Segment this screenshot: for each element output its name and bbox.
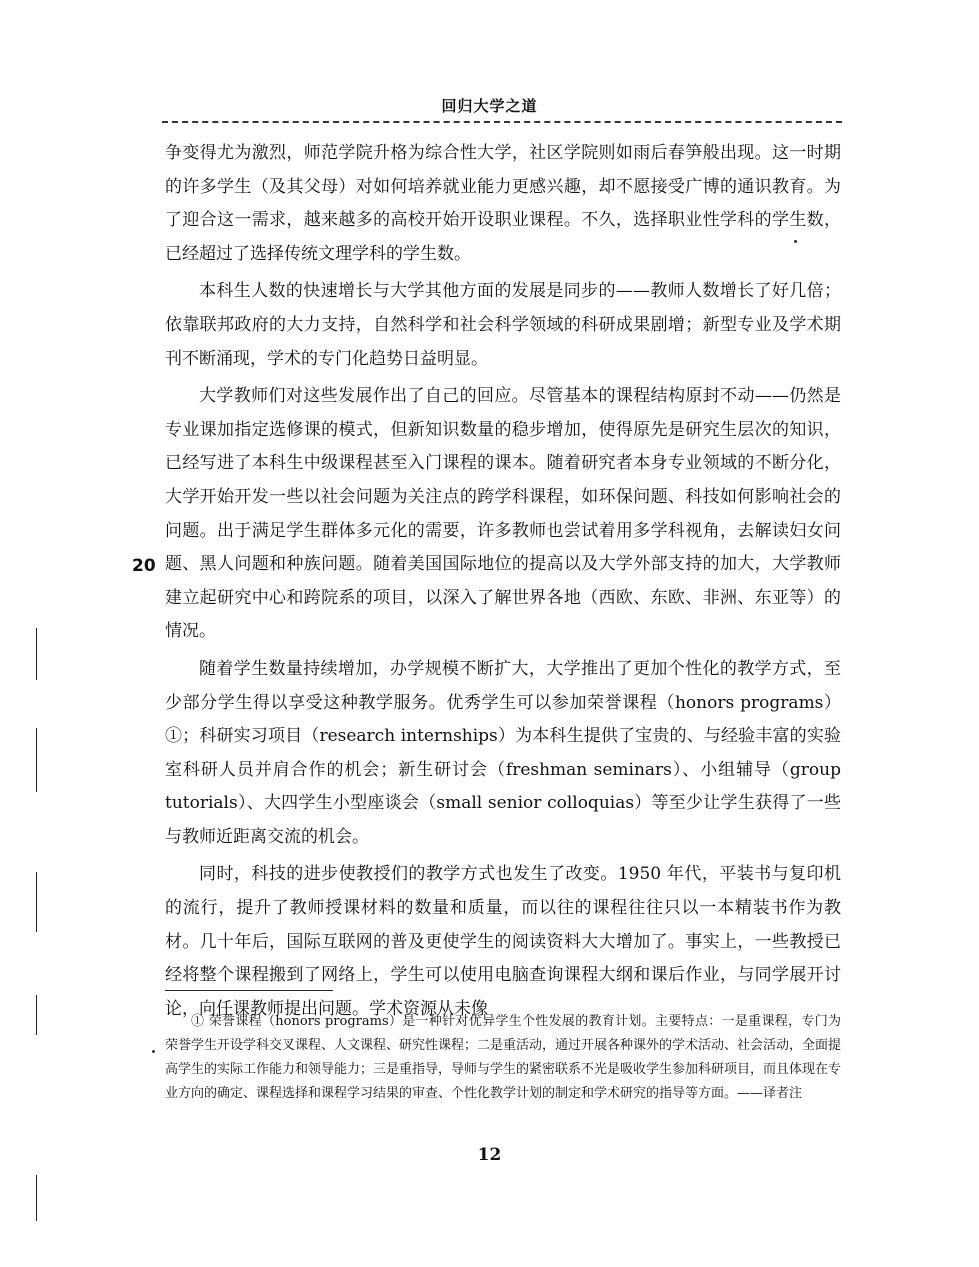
paragraph-5: 同时，科技的进步使教授们的教学方式也发生了改变。1950 年代，平装书与复印机的流行，提升了教师授课材料的数量和质量，而以往的课程往往只以一本精装书作为教材。几十年后，国际互联网的普及更使学生的阅读资料大大增加了。事实上，一些教授已经将整个课程搬到了网络上，学生可以使用电脑查询课程大纲和课后作业，与同学展开讨论，向任课教师提出问题。学术资源从未像	[165, 864, 841, 1019]
scan-speck	[794, 240, 797, 243]
scan-speck	[152, 1050, 155, 1053]
scan-margin-mark	[36, 1175, 37, 1221]
scan-margin-mark	[36, 628, 37, 680]
footnote	[165, 1010, 841, 1106]
body-text	[165, 137, 841, 1026]
scan-margin-mark	[36, 728, 37, 792]
footnote-rule	[165, 990, 333, 991]
paragraph-3: 大学教师们对这些发展作出了自己的回应。尽管基本的课程结构原封不动——仍然是专业课加指定选修课的模式，但新知识数量的稳步增加，使得原先是研究生层次的知识，已经写进了本科生中级课程甚至入门课程的课本。随着研究者本身专业领域的不断分化，大学开始开发一些以社会问题为关注点的跨学科课程，如环保问题、科技如何影响社会的问题。出于满足学生群体多元化的需要，许多教师也尝试着用多学科视角，去解读妇女问题、黑人问题和种族问题。随着美国国际地位的提高以及大学外部支持的加大，大学教师建立起研究中心和跨院系的项目，以深入了解世界各地（西欧、东欧、非洲、东亚等）的情况。	[165, 386, 841, 642]
paragraph-2: 本科生人数的快速增长与大学其他方面的发展是同步的——教师人数增长了好几倍；依靠联邦政府的大力支持，自然科学和社会科学领域的科研成果剧增；新型专业及学术期刊不断涌现，学术的专门化趋势日益明显。	[165, 281, 841, 369]
header-dashed-rule	[162, 121, 842, 123]
running-head: 回归大学之道	[441, 97, 538, 115]
scan-margin-mark	[36, 995, 37, 1035]
paragraph-1: 争变得尤为激烈，师范学院升格为综合性大学，社区学院则如雨后春笋般出现。这一时期的许多学生（及其父母）对如何培养就业能力更感兴趣，却不愿接受广博的通识教育。为了迎合这一需求，越来越多的高校开始开设职业课程。不久，选择职业性学科的学生数，已经超过了选择传统文理学科的学生数。	[165, 143, 841, 264]
line-number: 20	[132, 556, 156, 576]
footnote-text: ① 荣誉课程（honors programs）是一种针对优异学生个性发展的教育计划。主要特点：一是重课程，专门为荣誉学生开设学科交叉课程、人文课程、研究性课程；二是重活动，通过开展各种课外的学术活动、社会活动，全面提高学生的实际工作能力和领导能力；三是重指导，导师与学生的紧密联系不光是吸收学生参加科研项目，而且体现在专业方向的确定、课程选择和课程学习结果的审查、个性化教学计划的制定和学术研究的指导等方面。——译者注	[165, 1014, 842, 1101]
scan-margin-mark	[36, 872, 37, 932]
paragraph-4: 随着学生数量持续增加，办学规模不断扩大，大学推出了更加个性化的教学方式，至少部分学生得以享受这种教学服务。优秀学生可以参加荣誉课程（honors programs）①；科研实习项目（research internships）为本科生提供了宝贵的、与经验丰富的实验室科研人员并肩合作的机会；新生研讨会（freshman seminars）、小组辅导（group tutorials）、大四学生小型座谈会（small senior colloquias）等至少让学生获得了一些与教师近距离交流的机会。	[165, 658, 841, 847]
page-number: 12	[477, 1145, 502, 1165]
